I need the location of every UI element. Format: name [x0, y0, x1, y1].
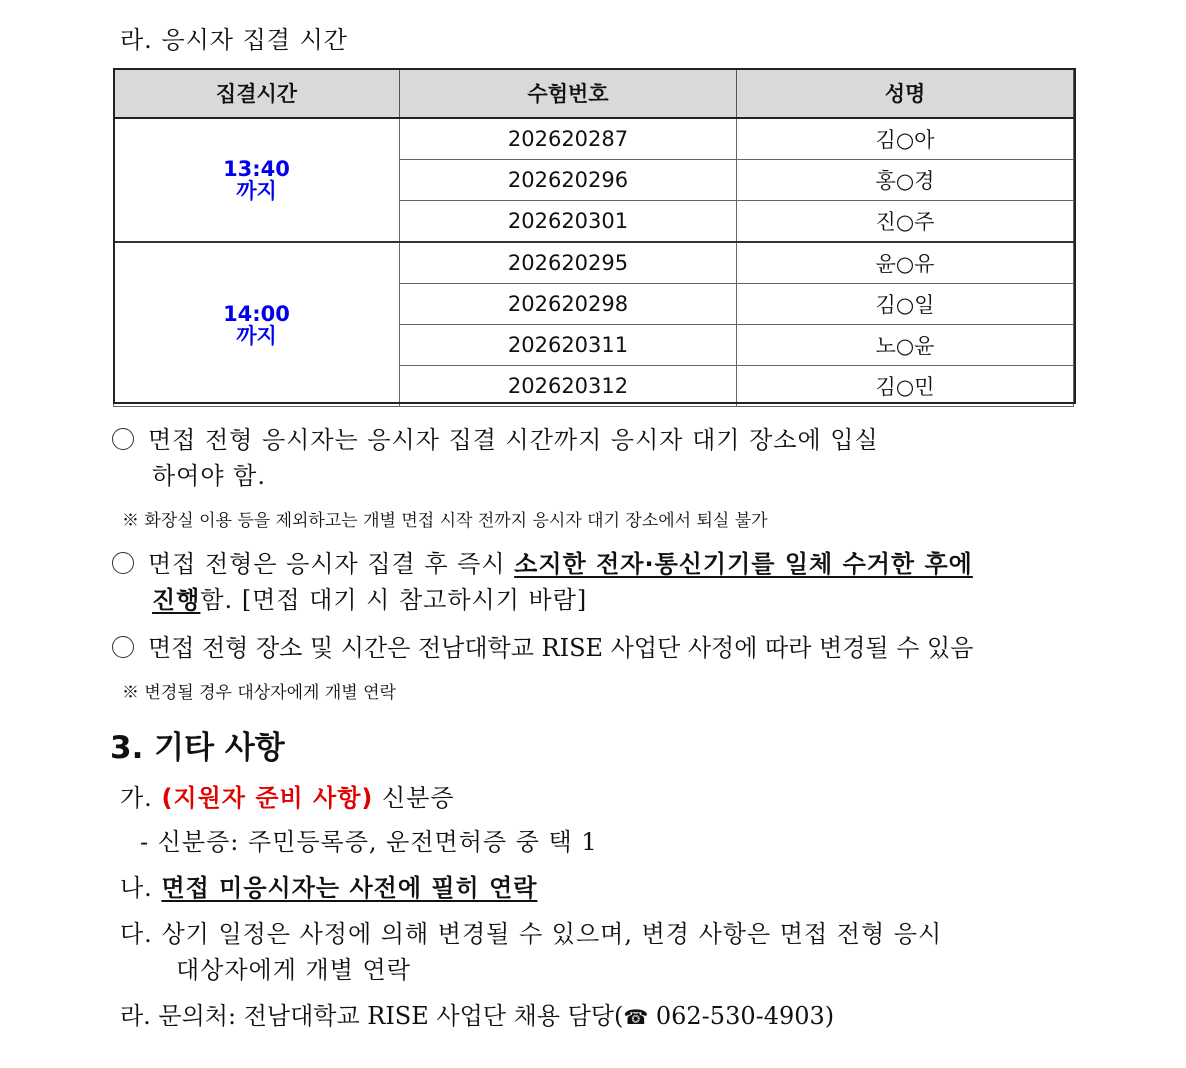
item-na-emphasis: 면접 미응시자는 사전에 필히 연락: [161, 874, 538, 902]
circle-bullet-icon: [112, 636, 134, 658]
exam-number: 202620312: [400, 366, 737, 407]
circle-bullet-icon: [112, 428, 134, 450]
bullet-2: [112, 544, 973, 579]
header-exam-number: 수험번호: [400, 69, 737, 119]
section-3-title: 3. 기타 사항: [110, 730, 285, 766]
table-row: [114, 118, 1074, 160]
time-value: 13:40: [223, 157, 290, 181]
table-row: [114, 242, 1074, 284]
item-ga: [120, 778, 455, 813]
bullet-2-emphasis-2: 진행: [152, 586, 201, 614]
exam-number: 202620287: [400, 118, 737, 160]
item-ra-suffix: ): [824, 1002, 835, 1030]
candidate-name: 노○윤: [737, 325, 1074, 366]
item-ga-suffix: 신분증: [373, 784, 455, 812]
group-time-2: [114, 242, 400, 407]
item-ga-highlight: (지원자 준비 사항): [161, 784, 374, 812]
header-name: 성명: [737, 69, 1074, 119]
time-suffix: 까지: [236, 323, 277, 348]
time-suffix: 까지: [236, 179, 277, 203]
phone-icon: ☎: [623, 1005, 649, 1029]
bullet-3-text: 면접 전형 장소 및 시간은 전남대학교 RISE 사업단 사정에 따라 변경될 수 있음: [148, 634, 974, 662]
exam-number: 202620296: [400, 160, 737, 201]
note-2: ※ 변경될 경우 대상자에게 개별 연락: [122, 683, 396, 703]
item-na-prefix: 나.: [120, 874, 162, 902]
item-da: 다. 상기 일정은 사정에 의해 변경될 수 있으며, 변경 사항은 면접 전형 응시: [120, 920, 943, 948]
circle-bullet-icon: [112, 552, 134, 574]
item-da-cont: 대상자에게 개별 연락: [176, 956, 411, 984]
item-ga-sub: - 신분증: 주민등록증, 운전면허증 중 택 1: [140, 828, 598, 856]
exam-number: 202620301: [400, 201, 737, 243]
candidate-name: 윤○유: [737, 242, 1074, 284]
exam-number: 202620295: [400, 242, 737, 284]
candidate-name: 김○일: [737, 284, 1074, 325]
exam-number: 202620311: [400, 325, 737, 366]
bullet-1-text: 면접 전형 응시자는 응시자 집결 시간까지 응시자 대기 장소에 입실: [148, 426, 879, 454]
bullet-1: [112, 420, 879, 455]
bullet-2-prefix: 면접 전형은 응시자 집결 후 즉시: [148, 550, 515, 578]
item-na: [120, 868, 537, 903]
candidate-name: 홍○경: [737, 160, 1074, 201]
bullet-1-cont: 하여야 함.: [152, 462, 266, 490]
bullet-2-cont: [152, 580, 587, 615]
exam-number: 202620298: [400, 284, 737, 325]
phone-number: 062-530-4903: [655, 1002, 825, 1030]
candidate-name: 진○주: [737, 201, 1074, 243]
item-ga-prefix: 가.: [120, 784, 162, 812]
section-heading: 라. 응시자 집결 시간: [120, 26, 348, 54]
bullet-2-emphasis: 소지한 전자·통신기기를 일체 수거한 후에: [514, 550, 973, 578]
item-ra: [120, 996, 834, 1031]
schedule-table: [113, 68, 1074, 407]
time-value: 14:00: [223, 301, 290, 326]
bullet-2-suffix: 함. [면접 대기 시 참고하시기 바람]: [200, 586, 588, 614]
header-time: 집결시간: [114, 69, 400, 119]
note-1: ※ 화장실 이용 등을 제외하고는 개별 면접 시작 전까지 응시자 대기 장소에서 퇴실 불가: [122, 511, 768, 531]
bullet-3: [112, 628, 973, 663]
candidate-name: 김○아: [737, 118, 1074, 160]
item-ra-prefix: 라. 문의처: 전남대학교 RISE 사업단 채용 담당(: [120, 1002, 624, 1030]
table-header-row: [114, 69, 1074, 119]
group-time-1: [114, 118, 400, 242]
candidate-name: 김○민: [737, 366, 1074, 407]
